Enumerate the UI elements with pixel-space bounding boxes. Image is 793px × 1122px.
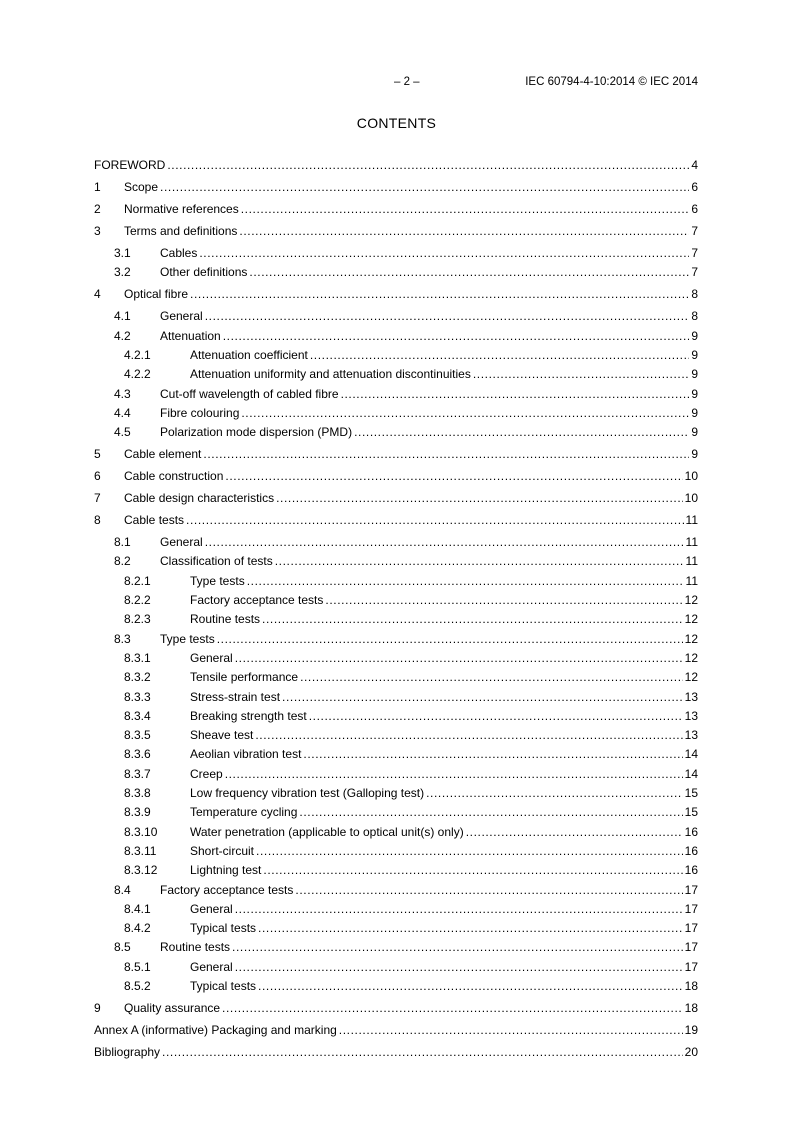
toc-entry-number: 8 <box>94 513 101 528</box>
toc-entry[interactable] <box>94 574 698 589</box>
toc-entry-number: 8.4.2 <box>124 921 151 936</box>
toc-entry-page: 12 <box>684 593 698 607</box>
toc-entry-title: Normative references <box>124 202 239 216</box>
toc-entry[interactable] <box>94 1001 698 1016</box>
toc-entry-page: 18 <box>684 1001 698 1015</box>
toc-entry-page: 10 <box>684 469 698 484</box>
toc-entry[interactable] <box>94 387 698 402</box>
toc-entry[interactable] <box>94 491 698 506</box>
toc-entry-number: 8.3.8 <box>124 786 151 800</box>
toc-entry-page: 9 <box>691 367 698 382</box>
toc-entry[interactable] <box>94 513 698 528</box>
toc-entry-title: Cable design characteristics <box>124 491 275 506</box>
toc-entry[interactable] <box>94 940 698 955</box>
toc-entry-number: 7 <box>94 491 101 506</box>
toc-entry-page: 8 <box>691 287 698 302</box>
toc-entry-number: 8.3.9 <box>124 805 151 820</box>
toc-entry[interactable] <box>94 786 698 801</box>
dot-leader <box>203 447 689 462</box>
toc-entry-title: Cables <box>160 246 198 260</box>
dot-leader <box>258 979 683 994</box>
toc-entry[interactable] <box>94 921 698 936</box>
toc-entry-title: Low frequency vibration test (Galloping test) <box>190 786 425 800</box>
toc-entry[interactable] <box>94 447 698 462</box>
toc-entry-page: 16 <box>684 824 698 839</box>
dot-leader <box>299 805 682 820</box>
toc-entry-title: Attenuation coefficient <box>190 347 308 362</box>
toc-entry-page: 9 <box>691 405 698 420</box>
toc-entry[interactable] <box>94 158 698 173</box>
dot-leader <box>300 670 683 685</box>
toc-entry-number: 8.5 <box>114 940 131 955</box>
dot-leader <box>255 728 682 743</box>
toc-entry-title: Type tests <box>160 631 215 646</box>
toc-entry-title: Annex A (informative) Packaging and marking <box>94 1023 337 1037</box>
toc-entry-title: Attenuation <box>160 328 221 343</box>
toc-entry[interactable] <box>94 1023 698 1038</box>
toc-entry-title: General <box>190 650 233 665</box>
toc-entry-page: 12 <box>684 631 698 646</box>
toc-entry[interactable] <box>94 863 698 878</box>
dot-leader <box>303 747 682 762</box>
toc-entry-title: Routine tests <box>160 940 231 955</box>
dot-leader <box>190 287 689 302</box>
toc-entry[interactable] <box>94 425 698 440</box>
dot-leader <box>186 513 684 528</box>
toc-entry[interactable] <box>94 535 698 550</box>
toc-entry[interactable] <box>94 651 698 666</box>
toc-entry-page: 17 <box>684 882 698 897</box>
toc-entry-number: 8.3.3 <box>124 689 151 704</box>
toc-entry-title: Sheave test <box>190 728 254 743</box>
toc-entry-title: Cable element <box>124 447 202 462</box>
dot-leader <box>262 612 683 627</box>
toc-entry[interactable] <box>94 670 698 685</box>
toc-entry-title: Optical fibre <box>124 287 189 302</box>
dot-leader <box>241 406 689 421</box>
toc-entry-number: 5 <box>94 447 101 462</box>
toc-entry-number: 3.1 <box>114 246 131 260</box>
dot-leader <box>217 632 683 647</box>
toc-entry[interactable] <box>94 469 698 484</box>
toc-entry-title: Water penetration (applicable to optical unit(s) only) <box>190 824 464 839</box>
toc-entry-page: 13 <box>684 728 698 743</box>
toc-entry-page: 11 <box>685 573 698 588</box>
dot-leader <box>225 767 683 782</box>
toc-entry-page: 15 <box>684 786 698 800</box>
dot-leader <box>235 902 683 917</box>
toc-entry[interactable] <box>94 406 698 421</box>
toc-entry-page: 6 <box>691 180 698 194</box>
toc-entry-number: 8.2.2 <box>124 593 151 607</box>
toc-entry-number: 2 <box>94 202 101 216</box>
toc-entry-page: 18 <box>684 979 698 993</box>
toc-entry-title: Cut-off wavelength of cabled fibre <box>160 386 339 401</box>
toc-entry[interactable] <box>94 1045 698 1060</box>
toc-entry-title: Classification of tests <box>160 554 273 569</box>
toc-entry-page: 6 <box>691 202 698 216</box>
toc-entry-number: 4.2 <box>114 328 131 343</box>
toc-entry-page: 15 <box>684 805 698 820</box>
toc-entry[interactable] <box>94 593 698 608</box>
toc-entry-number: 9 <box>94 1001 101 1015</box>
toc-entry-number: 8.3.4 <box>124 708 151 723</box>
toc-entry-number: 8.2.1 <box>124 573 151 588</box>
toc-entry-title: Factory acceptance tests <box>160 882 294 897</box>
toc-entry-title: Type tests <box>190 573 245 588</box>
toc-entry-number: 8.2 <box>114 554 131 569</box>
toc-entry-page: 17 <box>684 921 698 936</box>
dot-leader <box>199 246 689 261</box>
toc-entry[interactable] <box>94 690 698 705</box>
toc-entry[interactable] <box>94 902 698 917</box>
toc-entry-page: 12 <box>684 612 698 627</box>
toc-entry-title: Temperature cycling <box>190 805 298 820</box>
toc-entry-page: 9 <box>691 425 698 440</box>
toc-entry-page: 14 <box>684 747 698 762</box>
dot-leader <box>275 554 684 569</box>
toc-entry-title: General <box>190 901 233 916</box>
toc-entry-number: 8.3.5 <box>124 728 151 743</box>
toc-entry[interactable] <box>94 979 698 994</box>
toc-entry-page: 7 <box>691 246 698 260</box>
toc-entry-title: Quality assurance <box>124 1001 221 1015</box>
toc-entry-page: 13 <box>684 689 698 704</box>
toc-entry-title: General <box>160 535 203 550</box>
toc-entry-page: 11 <box>685 554 698 569</box>
toc-entry-page: 17 <box>684 901 698 916</box>
toc-entry[interactable] <box>94 202 698 217</box>
toc-entry-number: 4.4 <box>114 405 131 420</box>
page-number: – 2 – <box>394 76 420 88</box>
toc-entry-page: 10 <box>684 491 698 506</box>
toc-entry-title: Aeolian vibration test <box>190 747 302 762</box>
toc-entry-title: Typical tests <box>190 979 257 993</box>
toc-entry[interactable] <box>94 554 698 569</box>
toc-entry-title: Bibliography <box>94 1045 161 1059</box>
dot-leader <box>249 265 689 280</box>
toc-entry-page: 9 <box>691 328 698 343</box>
toc-entry-number: 4.3 <box>114 386 131 401</box>
toc-entry[interactable] <box>94 265 698 280</box>
toc-entry[interactable] <box>94 224 698 239</box>
toc-entry-title: Lightning test <box>190 863 262 878</box>
toc-entry-page: 9 <box>691 347 698 362</box>
dot-leader <box>223 329 690 344</box>
toc-entry-title: Attenuation uniformity and attenuation discontinuities <box>190 367 471 382</box>
toc-entry-number: 3 <box>94 224 101 238</box>
dot-leader <box>426 786 683 801</box>
toc-entry-number: 8.3.6 <box>124 747 151 762</box>
toc-entry[interactable] <box>94 883 698 898</box>
toc-entry-title: Cable tests <box>124 513 185 528</box>
toc-entry-page: 19 <box>684 1023 698 1037</box>
dot-leader <box>258 921 683 936</box>
dot-leader <box>341 387 690 402</box>
toc-entry-page: 16 <box>684 843 698 858</box>
toc-entry-title: General <box>190 959 233 974</box>
dot-leader <box>339 1023 683 1038</box>
toc-entry-title: Other definitions <box>160 265 248 280</box>
toc-entry-title: Breaking strength test <box>190 708 307 723</box>
toc-entry-page: 11 <box>685 535 698 550</box>
dot-leader <box>473 367 689 382</box>
toc-entry-number: 8.3.12 <box>124 863 158 878</box>
toc-entry-page: 11 <box>685 513 698 528</box>
dot-leader <box>354 425 689 440</box>
toc-entry-number: 8.2.3 <box>124 612 151 627</box>
toc-entry-title: Stress-strain test <box>190 689 281 704</box>
dot-leader <box>276 491 683 506</box>
toc-entry-number: 4.2.1 <box>124 347 151 362</box>
toc-entry-number: 8.3.2 <box>124 670 151 685</box>
toc-entry-number: 8.4.1 <box>124 901 151 916</box>
toc-entry[interactable] <box>94 287 698 302</box>
toc-entry-title: Factory acceptance tests <box>190 593 324 607</box>
dot-leader <box>263 863 682 878</box>
dot-leader <box>241 202 690 217</box>
toc-entry-number: 8.4 <box>114 882 131 897</box>
toc-entry[interactable] <box>94 309 698 324</box>
dot-leader <box>309 709 683 724</box>
dot-leader <box>295 883 682 898</box>
dot-leader <box>466 825 683 840</box>
toc-entry-page: 20 <box>684 1045 698 1059</box>
dot-leader <box>222 1001 683 1016</box>
dot-leader <box>256 844 683 859</box>
toc-entry-title: FOREWORD <box>94 158 166 172</box>
toc-entry-page: 12 <box>684 670 698 685</box>
toc-entry[interactable] <box>94 329 698 344</box>
document-id: IEC 60794-4-10:2014 © IEC 2014 <box>525 76 698 88</box>
toc-entry-number: 4 <box>94 287 101 302</box>
toc-entry[interactable] <box>94 709 698 724</box>
dot-leader <box>325 593 682 608</box>
toc-entry-page: 9 <box>691 447 698 462</box>
toc-entry[interactable] <box>94 632 698 647</box>
dot-leader <box>167 158 689 173</box>
toc-entry-title: Short-circuit <box>190 843 255 858</box>
toc-entry-number: 8.3.11 <box>124 843 157 858</box>
toc-entry-number: 8.3.1 <box>124 650 151 665</box>
toc-entry-title: Cable construction <box>124 469 224 484</box>
toc-entry-number: 3.2 <box>114 265 131 280</box>
dot-leader <box>205 535 684 550</box>
toc-entry-number: 6 <box>94 469 101 484</box>
toc-entry[interactable] <box>94 348 698 363</box>
toc-entry-title: Terms and definitions <box>124 224 238 238</box>
dot-leader <box>235 960 683 975</box>
toc-entry-number: 4.2.2 <box>124 367 151 382</box>
toc-entry-title: Tensile performance <box>190 670 299 685</box>
toc-entry[interactable] <box>94 805 698 820</box>
toc-entry-page: 13 <box>684 708 698 723</box>
page-title: CONTENTS <box>356 115 437 131</box>
toc-entry-title: Polarization mode dispersion (PMD) <box>160 425 353 440</box>
toc-entry-number: 4.1 <box>114 309 131 324</box>
toc-entry-title: Scope <box>124 180 159 194</box>
dot-leader <box>232 940 683 955</box>
toc-entry-number: 8.5.2 <box>124 979 151 993</box>
toc-entry[interactable] <box>94 767 698 782</box>
toc-entry-number: 8.3 <box>114 631 131 646</box>
toc-entry-number: 8.5.1 <box>124 959 151 974</box>
toc-entry-page: 17 <box>684 959 698 974</box>
toc-entry[interactable] <box>94 825 698 840</box>
toc-entry-page: 7 <box>691 265 698 280</box>
toc-entry[interactable] <box>94 960 698 975</box>
toc-entry-title: General <box>160 309 203 324</box>
dot-leader <box>247 574 684 589</box>
dot-leader <box>310 348 689 363</box>
toc-entry-page: 8 <box>691 309 698 324</box>
toc-entry[interactable] <box>94 747 698 762</box>
toc-entry-page: 7 <box>691 224 698 238</box>
toc-entry-page: 9 <box>691 386 698 401</box>
toc-entry-page: 12 <box>684 650 698 665</box>
toc-entry-page: 4 <box>691 158 698 172</box>
page-header <box>94 76 698 92</box>
dot-leader <box>235 651 683 666</box>
toc-entry-number: 8.3.7 <box>124 766 151 781</box>
toc-entry[interactable] <box>94 367 698 382</box>
toc-entry[interactable] <box>94 612 698 627</box>
toc-entry-number: 4.5 <box>114 425 131 440</box>
dot-leader <box>160 180 689 195</box>
toc-entry-title: Fibre colouring <box>160 405 240 420</box>
dot-leader <box>225 469 682 484</box>
toc-entry[interactable] <box>94 246 698 261</box>
toc-entry-page: 14 <box>684 766 698 781</box>
toc-entry[interactable] <box>94 728 698 743</box>
toc-entry-title: Creep <box>190 766 223 781</box>
toc-entry-title: Routine tests <box>190 612 261 627</box>
dot-leader <box>205 309 690 324</box>
toc-entry-page: 16 <box>684 863 698 878</box>
toc-entry-page: 17 <box>684 940 698 955</box>
dot-leader <box>239 224 689 239</box>
toc-entry-number: 8.1 <box>114 535 131 550</box>
toc-entry-number: 8.3.10 <box>124 824 158 839</box>
toc-entry-title: Typical tests <box>190 921 257 936</box>
dot-leader <box>162 1045 683 1060</box>
toc-entry[interactable] <box>94 180 698 195</box>
toc-entry[interactable] <box>94 844 698 859</box>
dot-leader <box>282 690 683 705</box>
toc-entry-number: 1 <box>94 180 101 194</box>
